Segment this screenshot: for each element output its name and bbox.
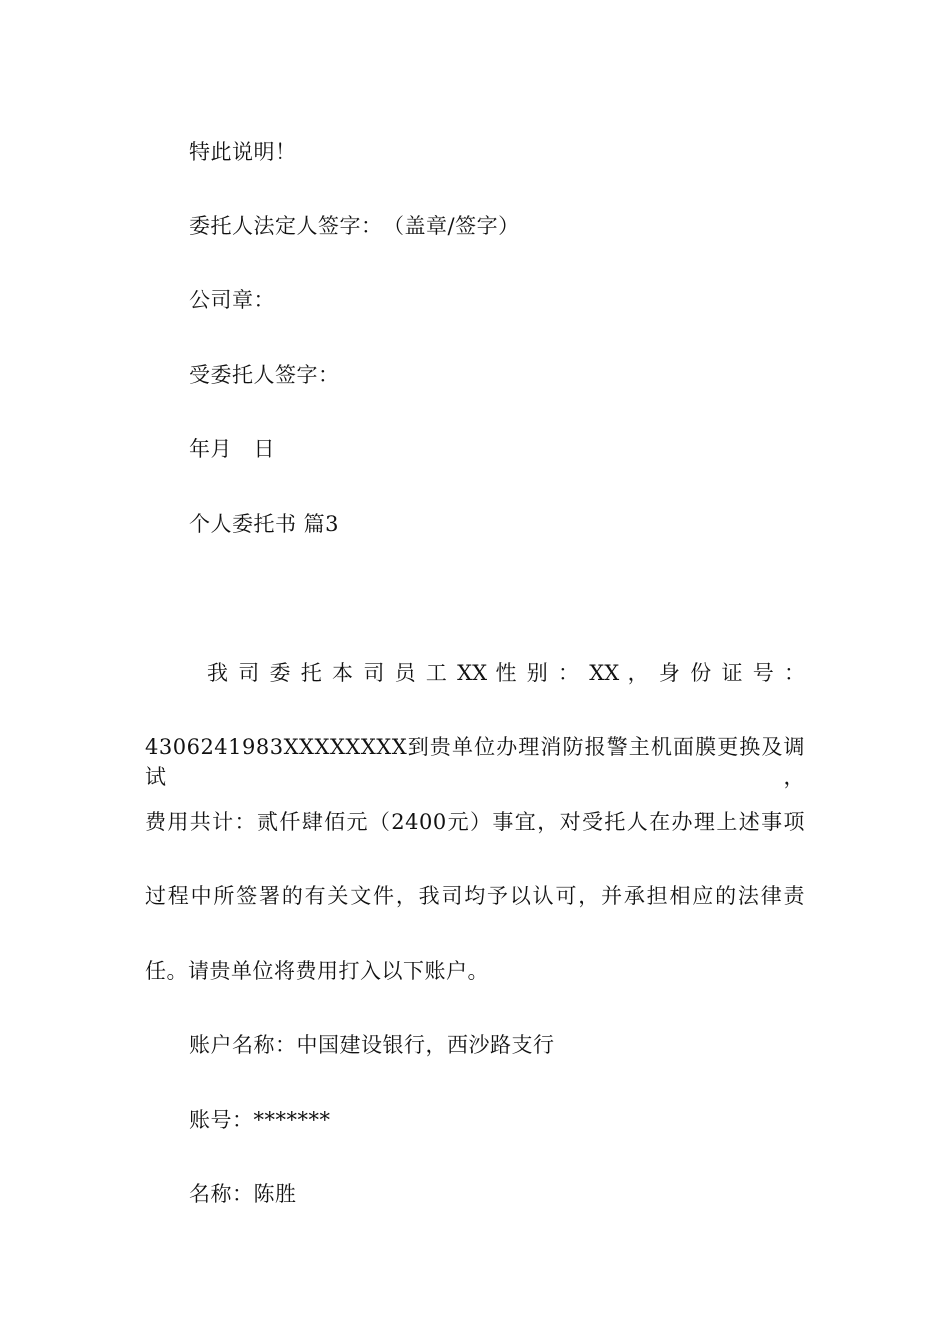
statement-end: 特此说明！: [189, 140, 297, 164]
holder-name-line: 名称：陈胜: [189, 1182, 297, 1206]
company-seal-line: 公司章：: [189, 288, 275, 312]
body-line-4: 过程中所签署的有关文件，我司均予以认可，并承担相应的法律责: [145, 884, 805, 908]
body-line-5: 任。请贵单位将费用打入以下账户。: [145, 959, 489, 983]
body-line-1: 我 司 委 托 本 司 员 工 XX 性 别 ： XX ， 身 份 证 号 ：: [207, 661, 805, 685]
body-line-2: 4306241983XXXXXXXX到贵单位办理消防报警主机面膜更换及调试，: [145, 735, 805, 789]
principal-signature-line: 委托人法定人签字： （盖章/签字）: [189, 214, 520, 238]
section-title: 个人委托书 篇3: [189, 512, 340, 536]
body-line-3: 费用共计：贰仟肆佰元（2400元）事宜，对受托人在办理上述事项: [145, 810, 805, 834]
agent-signature-line: 受委托人签字：: [189, 363, 340, 387]
account-number-line: 账号：*******: [189, 1108, 331, 1132]
date-line: 年月 日: [189, 437, 275, 461]
account-name-line: 账户名称：中国建设银行，西沙路支行: [189, 1033, 555, 1057]
